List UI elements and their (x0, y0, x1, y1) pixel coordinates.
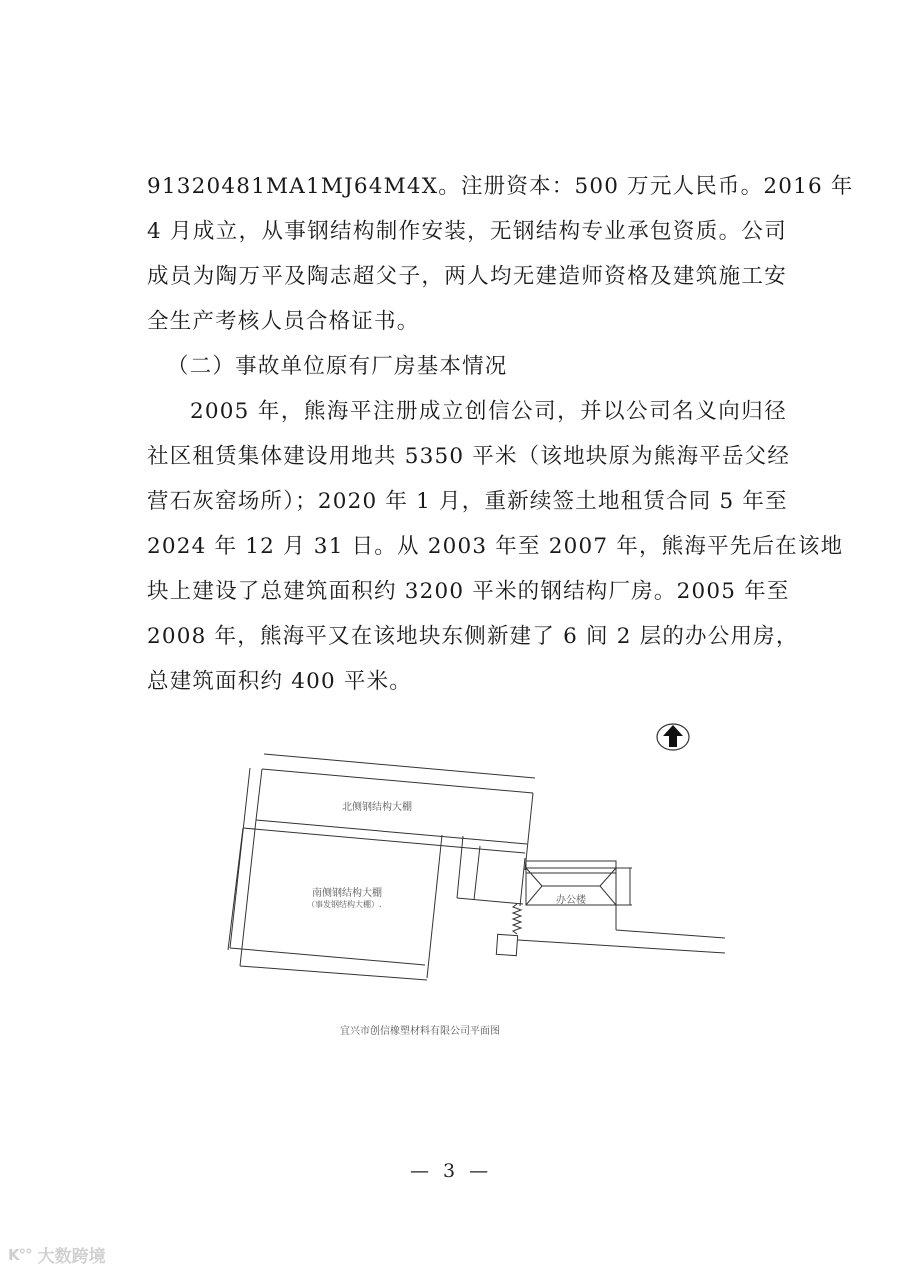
watermark-logo-icon: K°° (8, 1245, 32, 1264)
site-plan-drawing (220, 718, 730, 988)
south-shed-label: 南侧钢结构大棚 (312, 888, 382, 899)
south-shed-note: （事发钢结构大棚）. (307, 900, 382, 909)
site-plan-figure (220, 718, 730, 988)
body-text (147, 164, 854, 704)
paragraph-line: 营石灰窑场所）；2020 年 1 月，重新续签土地租赁合同 5 年至 (147, 489, 788, 514)
paragraph-line: 2008 年，熊海平又在该地块东侧新建了 6 间 2 层的办公用房， (147, 624, 799, 649)
page-number: — 3 — (410, 1160, 493, 1182)
watermark (8, 1242, 106, 1267)
section-heading: （二）事故单位原有厂房基本情况 (167, 354, 508, 379)
paragraph-line: 91320481MA1MJ64M4X。注册资本：500 万元人民币。2016 年 (147, 174, 854, 199)
paragraph-line: 块上建设了总建筑面积约 3200 平米的钢结构厂房。2005 年至 (147, 579, 790, 604)
paragraph-line: 2005 年，熊海平注册成立创信公司，并以公司名义向归径 (190, 399, 787, 424)
paragraph-line: 社区租赁集体建设用地共 5350 平米（该地块原为熊海平岳父经 (147, 444, 791, 469)
figure-caption: 宜兴市创信橡塑材料有限公司平面图 (340, 1026, 500, 1037)
north-arrow-icon (657, 724, 689, 750)
paragraph-line: 总建筑面积约 400 平米。 (147, 669, 413, 694)
paragraph-line: 全生产考核人员合格证书。 (147, 309, 420, 334)
paragraph-line: 4 月成立，从事钢结构制作安装，无钢结构专业承包资质。公司 (147, 219, 787, 244)
north-shed-label: 北侧钢结构大棚 (342, 802, 412, 813)
paragraph-line: 成员为陶万平及陶志超父子，两人均无建造师资格及建筑施工安 (147, 264, 787, 289)
paragraph-line: 2024 年 12 月 31 日。从 2003 年至 2007 年，熊海平先后在该地 (147, 534, 844, 559)
office-label: 办公楼 (556, 895, 586, 906)
watermark-text: 大数跨境 (37, 1247, 106, 1267)
